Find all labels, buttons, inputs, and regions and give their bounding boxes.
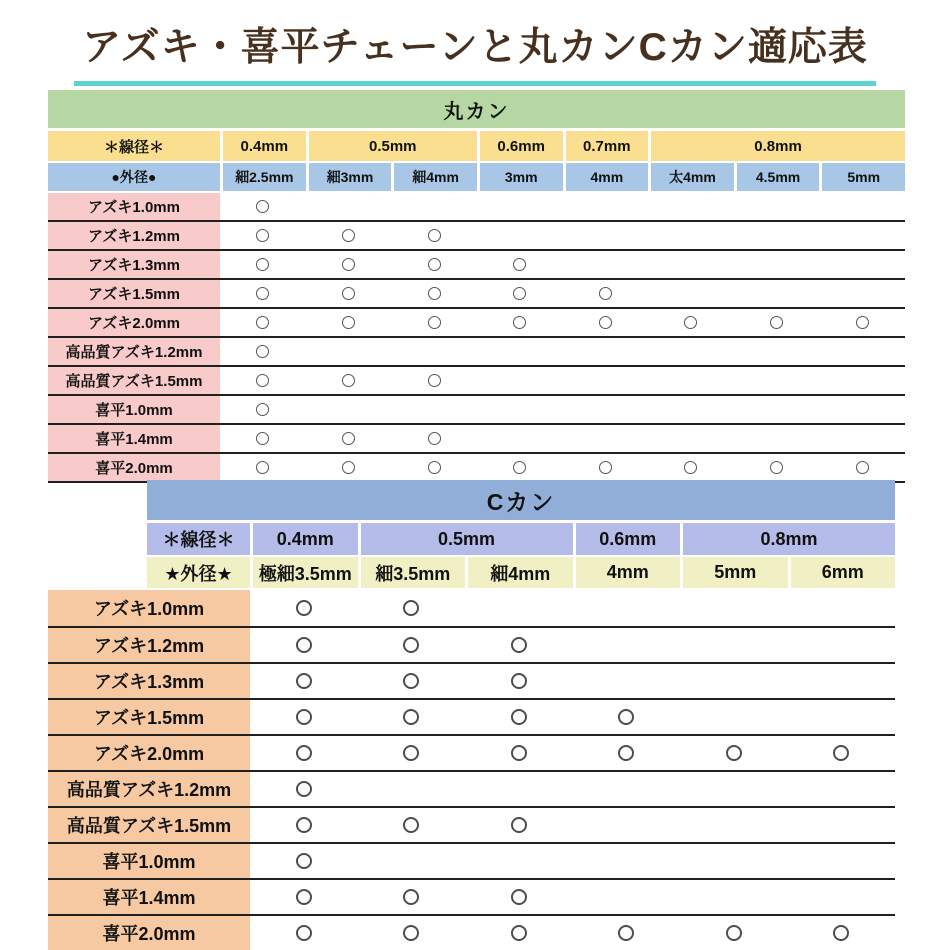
compat-cell: [358, 628, 466, 662]
circle-mark: [856, 461, 869, 474]
circle-mark: [428, 316, 441, 329]
row-label: 喜平1.4mm: [48, 425, 220, 452]
compat-cell: [250, 628, 358, 662]
marukan-wire-row: [48, 131, 905, 161]
circle-mark: [403, 925, 419, 941]
compat-cell: [734, 396, 820, 423]
wire-group-cell: 0.8mm: [680, 523, 895, 555]
circle-mark: [833, 925, 849, 941]
circle-mark: [296, 925, 312, 941]
marukan-title-row: [48, 90, 905, 128]
circle-mark: [296, 709, 312, 725]
wire-group-cell: 0.7mm: [563, 131, 649, 161]
compat-cell: [819, 338, 905, 365]
page-title: アズキ・喜平チェーンと丸カンCカン適応表: [74, 16, 876, 86]
compat-cell: [220, 193, 306, 220]
compat-cell: [250, 590, 358, 626]
title-wrap: [0, 16, 950, 86]
circle-mark: [511, 745, 527, 761]
compat-cell: [680, 844, 788, 878]
circle-mark: [684, 316, 697, 329]
circle-mark: [403, 600, 419, 616]
compat-cell: [391, 367, 477, 394]
row-label: アズキ2.0mm: [48, 309, 220, 336]
circle-mark: [342, 374, 355, 387]
compat-cell: [573, 772, 681, 806]
compat-cell: [573, 916, 681, 950]
row-label: 高品質アズキ1.2mm: [48, 772, 250, 806]
ckan-wire-row: [147, 523, 895, 555]
compat-cell: [250, 880, 358, 914]
compat-cell: [788, 880, 896, 914]
row-label: 高品質アズキ1.2mm: [48, 338, 220, 365]
compat-cell: [465, 736, 573, 770]
circle-mark: [256, 258, 269, 271]
circle-mark: [296, 781, 312, 797]
compat-cell: [306, 280, 392, 307]
od-column-cell: 細3mm: [306, 163, 392, 191]
od-column-cell: 6mm: [788, 557, 896, 588]
compat-cell: [391, 425, 477, 452]
od-header-label: ●外径●: [48, 163, 220, 191]
table-row: [48, 367, 905, 396]
compat-cell: [477, 396, 563, 423]
circle-mark: [342, 316, 355, 329]
compat-cell: [306, 396, 392, 423]
row-label: 喜平1.0mm: [48, 844, 250, 878]
table-row: [48, 698, 895, 734]
compat-cell: [573, 880, 681, 914]
circle-mark: [511, 637, 527, 653]
circle-mark: [403, 673, 419, 689]
od-column-cell: 細3.5mm: [358, 557, 466, 588]
circle-mark: [403, 817, 419, 833]
compat-cell: [250, 664, 358, 698]
wire-group-cell: 0.4mm: [220, 131, 306, 161]
compat-cell: [391, 280, 477, 307]
circle-mark: [513, 287, 526, 300]
compat-cell: [358, 700, 466, 734]
circle-mark: [256, 229, 269, 242]
compat-cell: [734, 280, 820, 307]
compat-cell: [563, 454, 649, 481]
row-label: アズキ2.0mm: [48, 736, 250, 770]
compat-cell: [680, 590, 788, 626]
compat-cell: [477, 251, 563, 278]
compat-cell: [477, 367, 563, 394]
row-label: 喜平2.0mm: [48, 916, 250, 950]
compat-cell: [734, 251, 820, 278]
circle-mark: [256, 200, 269, 213]
compat-cell: [734, 222, 820, 249]
marukan-table: [48, 90, 905, 483]
row-label: アズキ1.0mm: [48, 590, 250, 626]
compat-cell: [648, 280, 734, 307]
compat-cell: [648, 338, 734, 365]
compat-cell: [788, 916, 896, 950]
wire-group-cell: 0.4mm: [250, 523, 358, 555]
compat-cell: [788, 844, 896, 878]
circle-mark: [256, 461, 269, 474]
row-label: アズキ1.5mm: [48, 700, 250, 734]
compat-cell: [648, 367, 734, 394]
circle-mark: [296, 889, 312, 905]
circle-mark: [342, 432, 355, 445]
table-row: [48, 842, 895, 878]
ckan-od-row: [147, 557, 895, 588]
compat-cell: [306, 367, 392, 394]
circle-mark: [256, 345, 269, 358]
compat-cell: [563, 396, 649, 423]
compat-cell: [573, 664, 681, 698]
row-label: アズキ1.2mm: [48, 222, 220, 249]
compat-cell: [819, 425, 905, 452]
compat-cell: [573, 590, 681, 626]
compat-cell: [648, 425, 734, 452]
compat-cell: [563, 251, 649, 278]
compat-cell: [573, 808, 681, 842]
compat-cell: [306, 193, 392, 220]
compat-cell: [220, 396, 306, 423]
circle-mark: [428, 229, 441, 242]
compat-cell: [306, 222, 392, 249]
compat-cell: [788, 590, 896, 626]
compat-cell: [648, 396, 734, 423]
circle-mark: [428, 287, 441, 300]
circle-mark: [511, 889, 527, 905]
compat-cell: [250, 772, 358, 806]
marukan-title: 丸カン: [48, 90, 905, 128]
compat-cell: [250, 916, 358, 950]
circle-mark: [256, 432, 269, 445]
compat-cell: [465, 590, 573, 626]
compat-cell: [563, 309, 649, 336]
compat-cell: [220, 251, 306, 278]
compat-cell: [563, 193, 649, 220]
compat-cell: [563, 338, 649, 365]
compat-cell: [734, 367, 820, 394]
compat-cell: [648, 454, 734, 481]
compat-cell: [391, 338, 477, 365]
circle-mark: [403, 745, 419, 761]
compat-cell: [648, 309, 734, 336]
compat-cell: [391, 193, 477, 220]
circle-mark: [256, 287, 269, 300]
compat-cell: [250, 844, 358, 878]
compat-cell: [465, 916, 573, 950]
compat-cell: [788, 664, 896, 698]
compat-cell: [220, 367, 306, 394]
compat-cell: [563, 367, 649, 394]
compat-cell: [788, 808, 896, 842]
compat-cell: [220, 280, 306, 307]
compat-cell: [306, 454, 392, 481]
row-label: 喜平1.0mm: [48, 396, 220, 423]
compat-cell: [680, 700, 788, 734]
compat-cell: [220, 222, 306, 249]
compat-cell: [477, 280, 563, 307]
compat-cell: [819, 309, 905, 336]
compat-cell: [358, 772, 466, 806]
circle-mark: [403, 637, 419, 653]
compat-cell: [788, 736, 896, 770]
compat-cell: [358, 590, 466, 626]
compat-cell: [477, 425, 563, 452]
od-header-label: ★外径★: [147, 557, 250, 588]
compat-cell: [306, 425, 392, 452]
table-row: [48, 806, 895, 842]
od-column-cell: 3mm: [477, 163, 563, 191]
ckan-body: [48, 590, 895, 950]
wire-group-cell: 0.5mm: [358, 523, 573, 555]
compat-cell: [306, 338, 392, 365]
circle-mark: [296, 600, 312, 616]
compat-cell: [220, 309, 306, 336]
table-row: [48, 396, 905, 425]
compat-cell: [477, 309, 563, 336]
table-row: [48, 914, 895, 950]
od-column-cell: 太4mm: [648, 163, 734, 191]
compat-cell: [573, 844, 681, 878]
circle-mark: [256, 316, 269, 329]
compat-cell: [465, 628, 573, 662]
row-label: アズキ1.5mm: [48, 280, 220, 307]
compat-cell: [819, 396, 905, 423]
circle-mark: [428, 258, 441, 271]
compat-cell: [648, 222, 734, 249]
od-column-cell: 細2.5mm: [220, 163, 306, 191]
wire-header-label: ＊線径＊: [48, 131, 220, 161]
compat-cell: [358, 844, 466, 878]
table-row: [48, 425, 905, 454]
circle-mark: [726, 925, 742, 941]
circle-mark: [403, 889, 419, 905]
compat-cell: [465, 772, 573, 806]
compat-cell: [819, 222, 905, 249]
compat-cell: [465, 844, 573, 878]
od-column-cell: 5mm: [819, 163, 905, 191]
row-label: 高品質アズキ1.5mm: [48, 367, 220, 394]
od-column-cell: 4mm: [563, 163, 649, 191]
ckan-header: [147, 480, 895, 588]
compat-cell: [563, 222, 649, 249]
row-label: 高品質アズキ1.5mm: [48, 808, 250, 842]
circle-mark: [726, 745, 742, 761]
table-row: [48, 770, 895, 806]
table-row: [48, 734, 895, 770]
ckan-title: Cカン: [147, 480, 895, 520]
compat-cell: [648, 193, 734, 220]
compat-cell: [573, 628, 681, 662]
compat-cell: [465, 664, 573, 698]
circle-mark: [511, 925, 527, 941]
compat-cell: [306, 251, 392, 278]
wire-group-cell: 0.6mm: [573, 523, 681, 555]
compat-cell: [648, 251, 734, 278]
circle-mark: [296, 673, 312, 689]
table-row: [48, 626, 895, 662]
wire-group-cell: 0.5mm: [306, 131, 477, 161]
table-row: [48, 590, 895, 626]
circle-mark: [770, 316, 783, 329]
table-row: [48, 280, 905, 309]
circle-mark: [342, 287, 355, 300]
row-label: アズキ1.3mm: [48, 251, 220, 278]
od-column-cell: 極細3.5mm: [250, 557, 358, 588]
circle-mark: [428, 374, 441, 387]
od-column-cell: 4mm: [573, 557, 681, 588]
table-row: [48, 251, 905, 280]
circle-mark: [599, 287, 612, 300]
compat-cell: [788, 772, 896, 806]
circle-mark: [599, 316, 612, 329]
row-label: 喜平1.4mm: [48, 880, 250, 914]
compat-cell: [563, 425, 649, 452]
compat-cell: [680, 880, 788, 914]
compat-cell: [819, 251, 905, 278]
compat-cell: [563, 280, 649, 307]
compat-cell: [734, 425, 820, 452]
wire-group-cell: 0.8mm: [648, 131, 905, 161]
circle-mark: [684, 461, 697, 474]
compat-cell: [306, 309, 392, 336]
row-label: アズキ1.0mm: [48, 193, 220, 220]
circle-mark: [513, 461, 526, 474]
compat-cell: [788, 628, 896, 662]
circle-mark: [256, 403, 269, 416]
table-row: [48, 338, 905, 367]
compat-cell: [734, 193, 820, 220]
compat-cell: [250, 808, 358, 842]
compat-cell: [391, 396, 477, 423]
circle-mark: [342, 258, 355, 271]
compat-cell: [250, 736, 358, 770]
table-row: [48, 222, 905, 251]
ckan-title-row: [147, 480, 895, 520]
compat-cell: [465, 880, 573, 914]
wire-group-cell: 0.6mm: [477, 131, 563, 161]
circle-mark: [296, 745, 312, 761]
od-column-cell: 4.5mm: [734, 163, 820, 191]
compat-cell: [680, 772, 788, 806]
circle-mark: [256, 374, 269, 387]
row-label: アズキ1.2mm: [48, 628, 250, 662]
compat-cell: [819, 193, 905, 220]
circle-mark: [403, 709, 419, 725]
compat-cell: [819, 280, 905, 307]
compat-cell: [358, 916, 466, 950]
table-row: [48, 454, 905, 483]
compat-cell: [220, 338, 306, 365]
circle-mark: [511, 709, 527, 725]
compat-cell: [819, 367, 905, 394]
compat-cell: [734, 309, 820, 336]
compat-cell: [680, 664, 788, 698]
compat-cell: [358, 808, 466, 842]
circle-mark: [513, 258, 526, 271]
circle-mark: [428, 461, 441, 474]
compat-cell: [734, 454, 820, 481]
circle-mark: [296, 853, 312, 869]
marukan-od-row: [48, 163, 905, 191]
compat-cell: [477, 454, 563, 481]
compat-cell: [680, 736, 788, 770]
circle-mark: [511, 673, 527, 689]
circle-mark: [770, 461, 783, 474]
row-label: アズキ1.3mm: [48, 664, 250, 698]
circle-mark: [618, 925, 634, 941]
compat-cell: [819, 454, 905, 481]
compat-cell: [358, 736, 466, 770]
compat-cell: [788, 700, 896, 734]
compat-cell: [477, 193, 563, 220]
compat-cell: [734, 338, 820, 365]
compat-cell: [358, 664, 466, 698]
compat-cell: [680, 628, 788, 662]
table-row: [48, 193, 905, 222]
table-row: [48, 309, 905, 338]
compat-cell: [465, 700, 573, 734]
circle-mark: [296, 817, 312, 833]
compat-cell: [220, 454, 306, 481]
circle-mark: [296, 637, 312, 653]
circle-mark: [599, 461, 612, 474]
circle-mark: [342, 461, 355, 474]
compat-cell: [391, 222, 477, 249]
compat-cell: [391, 251, 477, 278]
circle-mark: [618, 709, 634, 725]
compat-cell: [220, 425, 306, 452]
table-row: [48, 878, 895, 914]
circle-mark: [856, 316, 869, 329]
row-label: 喜平2.0mm: [48, 454, 220, 481]
od-column-cell: 細4mm: [391, 163, 477, 191]
table-row: [48, 662, 895, 698]
wire-header-label: ＊線径＊: [147, 523, 250, 555]
compat-cell: [391, 454, 477, 481]
compat-cell: [477, 338, 563, 365]
circle-mark: [428, 432, 441, 445]
compat-cell: [680, 808, 788, 842]
circle-mark: [342, 229, 355, 242]
compat-cell: [358, 880, 466, 914]
compat-cell: [465, 808, 573, 842]
compat-cell: [680, 916, 788, 950]
compat-cell: [250, 700, 358, 734]
compat-cell: [391, 309, 477, 336]
circle-mark: [618, 745, 634, 761]
circle-mark: [833, 745, 849, 761]
compat-cell: [477, 222, 563, 249]
od-column-cell: 5mm: [680, 557, 788, 588]
circle-mark: [513, 316, 526, 329]
marukan-body: [48, 193, 905, 483]
compat-cell: [573, 736, 681, 770]
circle-mark: [511, 817, 527, 833]
od-column-cell: 細4mm: [465, 557, 573, 588]
compat-cell: [573, 700, 681, 734]
